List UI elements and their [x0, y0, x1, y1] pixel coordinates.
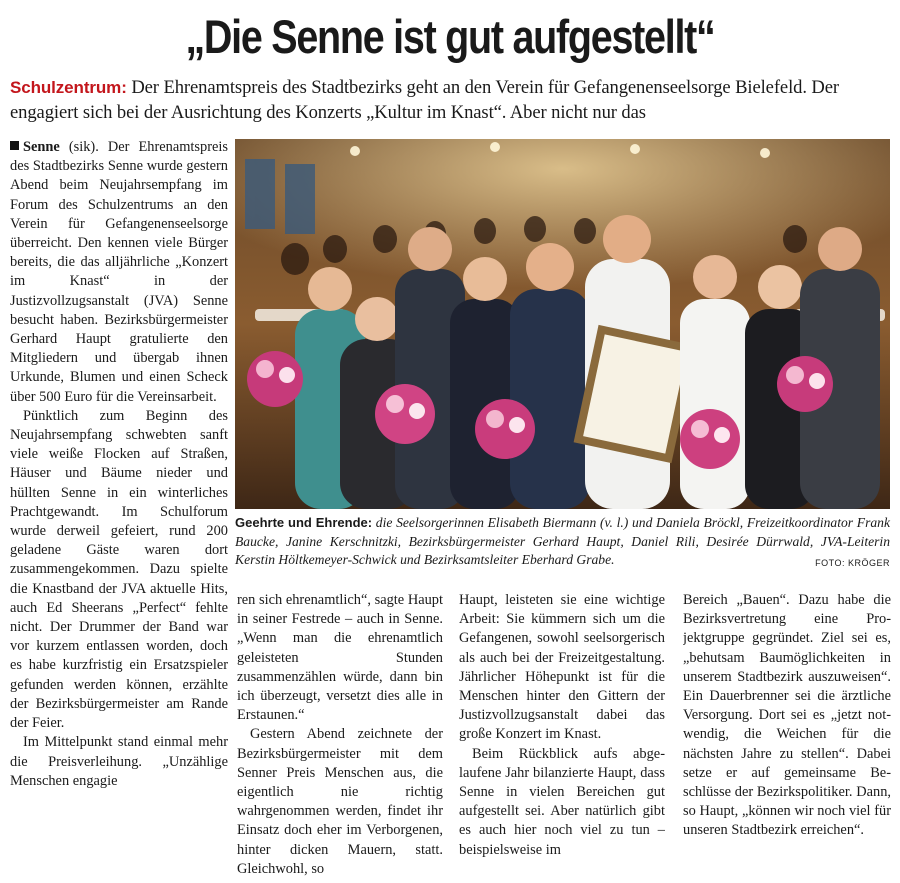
paragraph: ren sich ehrenamtlich“, sagte Haupt in seiner Festrede – auch in Senne. „Wenn man die ehrenamtlich geleisteten Stunden zusammenzählen würde, dann bin ich überzeugt, versetzt dies alle in Erstaunen.“	[237, 592, 443, 724]
article-column-3	[459, 591, 665, 881]
caption-lead: Geehrte und Ehrende:	[235, 515, 373, 530]
paragraph: Bereich „Bauen“. Dazu habe die Bezirksvertretung eine Projektgruppe gegründet. Ziel sei es, „behutsam Baumöglichkeiten in unserem Stadtbezirk auszuweisen“. Ein Dauerbrenner sei die ärztliche Versorgung. Dort sei es „jetzt notwendig, die Weichen für die nächsten Jahre zu stellen“. Dabei setze er auf gemeinsame Beschlüsse der Bezirkspolitiker. Dann, so Haupt, „können wir noch viel für unseren Stadtbezirk erreichen“.	[683, 592, 891, 839]
caption-text: die Seelsorgerinnen Elisabeth Biermann (v. l.) und Daniela Bröckl, Freizeitkoordinator Frank Baucke, Janine Kerschnitzki, Bezirksbürgermeister Gerhard Haupt, Daniel Rili, Desirée Dürrwald, JVA-Leiterin Kerstin Höltkemeyer-Schwick und Bezirksamtsleiter Eberhard Grabe.	[235, 515, 890, 568]
paragraph: Haupt, leisteten sie eine wichtige Arbeit: Sie kümmern sich um die Gefangenen, sowohl seelsorgerisch als auch bei der Freizeitgestaltung. Jährlicher Höhepunkt ist für die Menschen hinter den Gittern der Justizvollzugsanstalt dabei das große Konzert im Knast.	[459, 592, 665, 743]
kicker-label: Schulzentrum:	[10, 78, 127, 97]
headline: „Die Senne ist gut aufgestellt“	[185, 10, 715, 63]
paragraph: Beim Rückblick aufs abgelaufene Jahr bilanzierte Haupt, dass Senne in vielen Bereichen gut aufgestellt sei. Aber natürlich gibt es auch hier noch viel zu tun – beispielsweise im	[459, 745, 665, 858]
article-column-4	[683, 591, 891, 881]
bullet-square-icon	[10, 141, 19, 150]
photo-caption	[235, 514, 890, 573]
author-tag: (sik).	[59, 139, 108, 155]
photo-credit: FOTO: KRÖGER	[815, 558, 890, 569]
paragraph: Der Ehrenamtspreis des Stadtbezirks Senne wurde gestern Abend beim Neujahrsempfang im Forum des Schulzentrums an den Verein für Gefangenenseelsorge überreicht. Den kennen viele Bürger bereits, die das alljährliche „Konzert im Knast“ in der Justizvollzugsanstalt (JVA) Senne besucht haben. Bezirksbürgermeister Gerhard Haupt gratulierte den Mitgliedern und übergab ihnen Urkunde, Blumen und einen Scheck über 500 Euro für die Vereinsarbeit.	[10, 139, 228, 405]
paragraph: Gestern Abend zeichnete der Bezirksbürgermeister mit dem Senner Preis Menschen aus, die eigentlich nie richtig wahrgenommen werden, findet ihr Einsatz doch eher im Verborgenen, hinter dicken Mauern, statt. Gleichwohl, so	[237, 726, 443, 877]
article-column-1	[10, 138, 228, 880]
subheadline-text: Der Ehrenamtspreis des Stadtbezirks geht an den Verein für Gefangenenseelsorge Bielefeld. Der engagiert sich bei der Ausrichtung des Konzerts „Kultur im Knast“. Aber nicht nur das	[10, 77, 840, 123]
article-column-2	[237, 591, 443, 881]
photo-illustration	[235, 139, 890, 509]
subheadline	[10, 75, 890, 125]
event-photo	[235, 139, 890, 509]
paragraph: Pünktlich zum Beginn des Neujahrsempfang schwebten sanft viele weiße Flocken auf Straßen, Häuser und Bäume nieder und hüllten Senne in ein winterliches Prachtgewandt. Im Schulforum wurde derweil gefeiert, rund 200 geladene Gäste waren dort zusammengekommen. Dazu spielte die Knastband der JVA aktuelle Hits, auch Ed Sheerans „Perfect“ fehlte nicht. Der Drummer der Band war vor kurzem entlassen worden, doch es habe kurzfristig ein Ersatzspieler gefunden werden können, erzählte der Bezirksbürgermeister am Rande der Feier.	[10, 407, 228, 732]
paragraph: Im Mittelpunkt stand einmal mehr die Preisverleihung. „Unzählige Menschen engagie	[10, 734, 228, 789]
dateline: Senne	[23, 139, 60, 155]
